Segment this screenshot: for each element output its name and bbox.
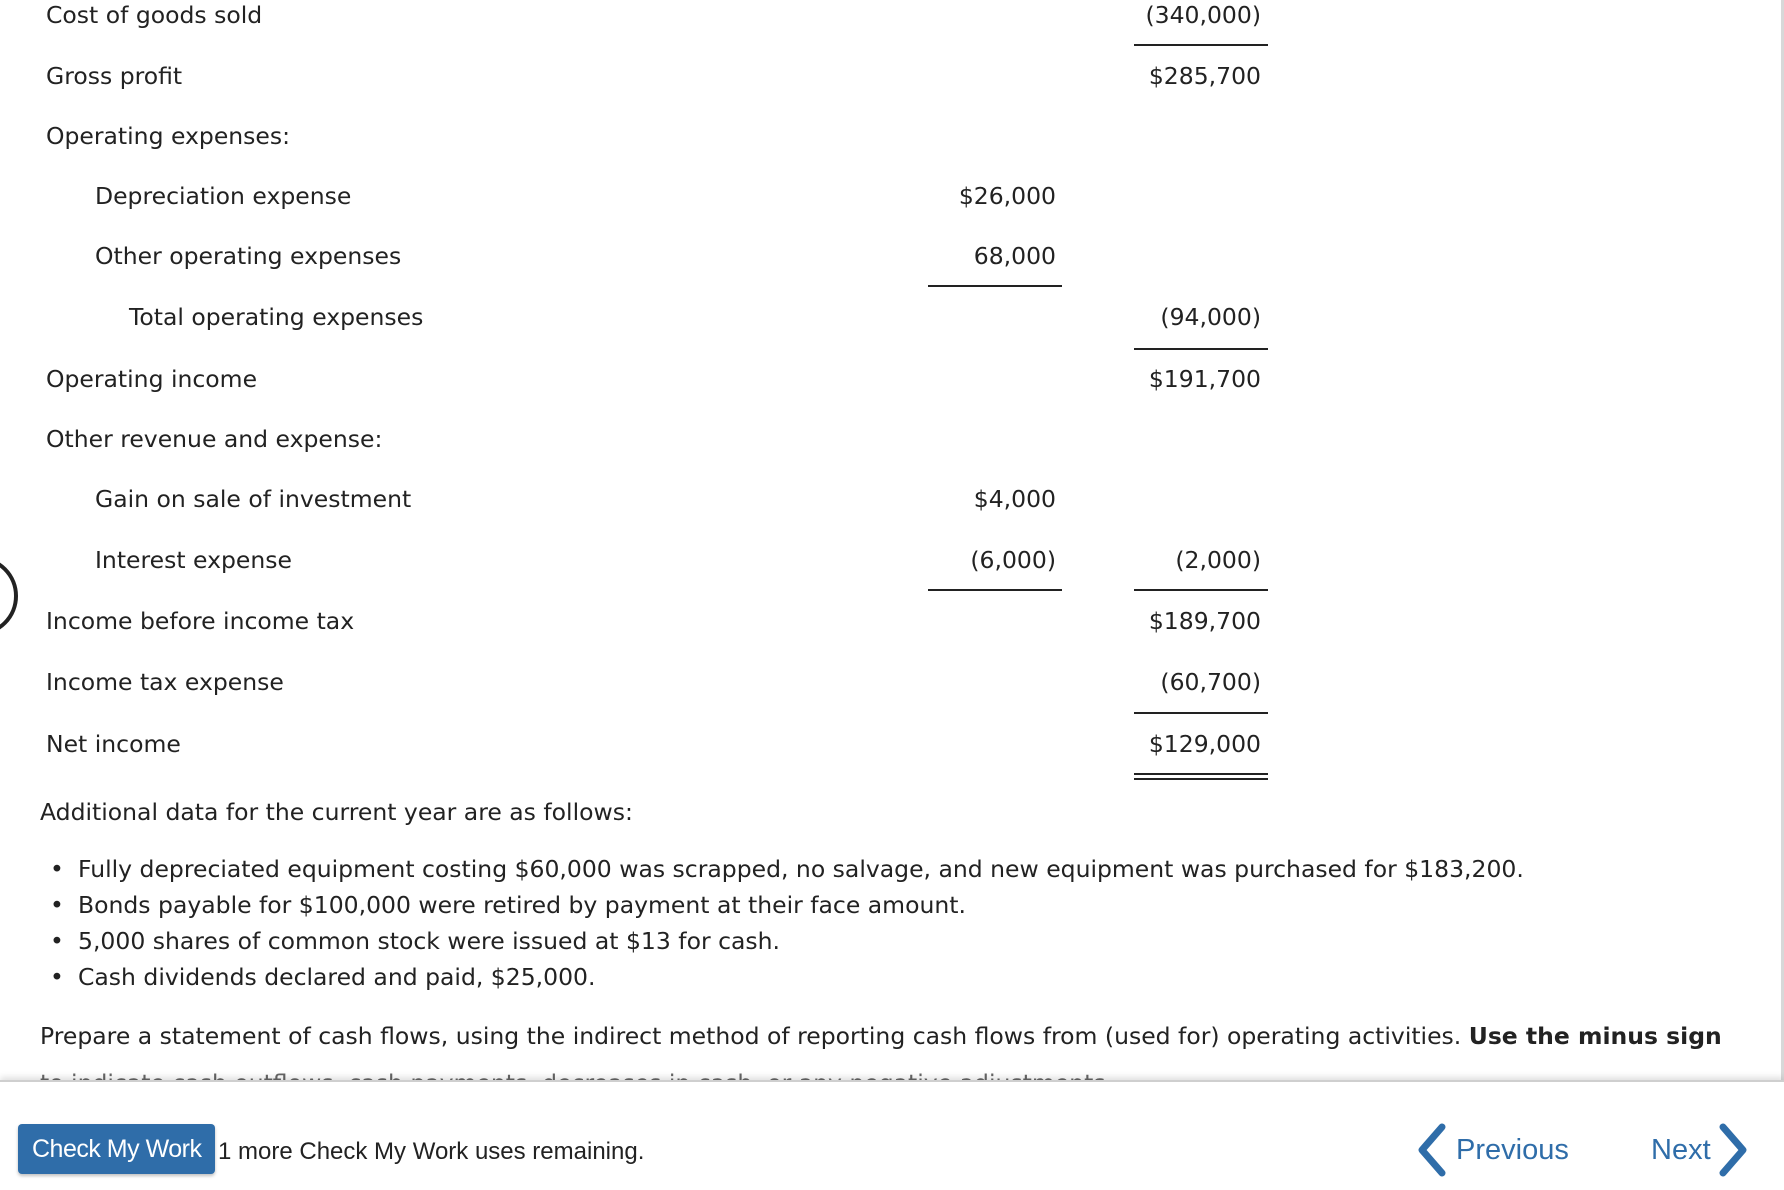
instructions-body: Prepare a statement of cash flows, using the indirect method of reporting cash flows from (used for) operating activities. (40, 1022, 1469, 1050)
previous-label: Previous (1456, 1134, 1569, 1166)
double-total-rule (1134, 773, 1268, 780)
amount-total-column: $191,700 (1148, 365, 1261, 393)
subtotal-rule (1134, 348, 1268, 350)
amount-detail-column: (6,000) (970, 546, 1056, 574)
row-other-revenue-header (0, 424, 1300, 464)
additional-data-list (40, 851, 1524, 995)
row-cost-of-goods-sold (0, 0, 1300, 40)
row-label: Operating expenses: (46, 122, 291, 150)
amount-total-column: $189,700 (1148, 607, 1261, 635)
subtotal-rule (1134, 589, 1268, 591)
amount-detail-column: $4,000 (973, 485, 1056, 513)
row-interest-expense (0, 545, 1300, 585)
amount-detail-column: $26,000 (958, 182, 1056, 210)
row-label: Income tax expense (46, 668, 284, 696)
subtotal-rule (928, 285, 1062, 287)
list-item: • Fully depreciated equipment costing $60,000 was scrapped, no salvage, and new equipment was purchased for $183,200. (78, 851, 1524, 887)
row-label: Net income (46, 730, 181, 758)
next-label: Next (1651, 1134, 1711, 1166)
amount-total-column: $129,000 (1148, 730, 1261, 758)
row-label: Other operating expenses (95, 242, 402, 270)
subtotal-rule (1134, 712, 1268, 714)
list-item: • Cash dividends declared and paid, $25,000. (78, 959, 1524, 995)
row-income-tax-expense (0, 667, 1300, 707)
footer-bar (0, 1080, 1784, 1190)
chevron-left-icon (1416, 1124, 1446, 1176)
amount-detail-column: 68,000 (973, 242, 1056, 270)
row-income-before-tax (0, 606, 1300, 646)
amount-total-column: (94,000) (1160, 303, 1261, 331)
row-label: Gross profit (46, 62, 183, 90)
list-item: • 5,000 shares of common stock were issued at $13 for cash. (78, 923, 1524, 959)
list-item: • Bonds payable for $100,000 were retired by payment at their face amount. (78, 887, 1524, 923)
instructions-emphasis: Use the minus sign (1468, 1022, 1722, 1050)
row-total-operating-expenses (0, 302, 1300, 342)
remaining-uses-text: 1 more Check My Work uses remaining. (218, 1138, 645, 1165)
amount-total-column: (2,000) (1175, 546, 1261, 574)
row-net-income (0, 729, 1300, 769)
previous-button[interactable] (1416, 1122, 1569, 1178)
row-operating-expenses-header (0, 121, 1300, 161)
amount-total-column: (340,000) (1145, 1, 1261, 29)
instructions-cutoff-line (40, 1068, 1340, 1076)
row-gain-on-sale (0, 484, 1300, 524)
row-label: Total operating expenses (129, 303, 424, 331)
row-label: Gain on sale of investment (95, 485, 412, 513)
subtotal-rule (1134, 44, 1268, 46)
row-other-operating-expenses (0, 241, 1300, 281)
additional-data-heading: Additional data for the current year are as follows: (40, 798, 633, 826)
subtotal-rule (928, 589, 1062, 591)
row-label: Interest expense (95, 546, 292, 574)
amount-total-column: (60,700) (1160, 668, 1261, 696)
row-label: Income before income tax (46, 607, 355, 635)
row-depreciation-expense (0, 181, 1300, 221)
check-my-work-button[interactable]: Check My Work (18, 1124, 215, 1174)
row-label: Depreciation expense (95, 182, 352, 210)
next-button[interactable] (1651, 1122, 1749, 1178)
row-operating-income (0, 364, 1300, 404)
row-label: Operating income (46, 365, 258, 393)
row-gross-profit (0, 61, 1300, 101)
amount-total-column: $285,700 (1148, 62, 1261, 90)
row-label: Other revenue and expense: (46, 425, 383, 453)
row-label: Cost of goods sold (46, 1, 263, 29)
instructions-text (40, 1021, 1722, 1051)
chevron-right-icon (1719, 1124, 1749, 1176)
